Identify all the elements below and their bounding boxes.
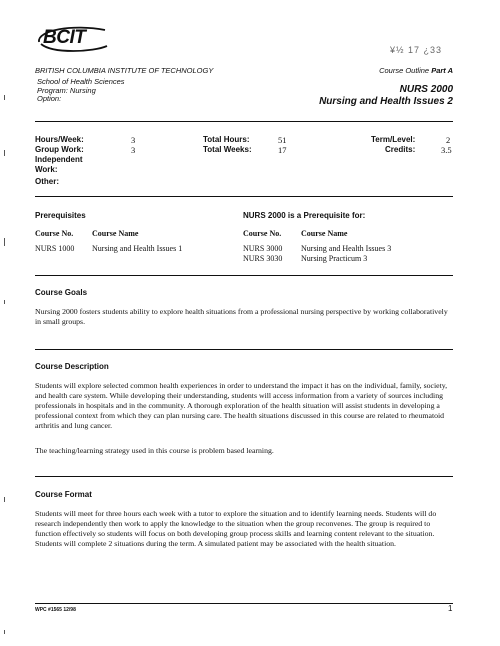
total-weeks-label: Total Weeks: [203,145,252,154]
course-title: Nursing and Health Issues 2 [319,96,453,107]
term-level-value: 2 [446,135,451,145]
institution-name: BRITISH COLUMBIA INSTITUTE OF TECHNOLOGY [35,66,214,75]
course-description-text: Students will explore selected common health experiences in order to understand the impact it has on the individual, family, society, and health care system. While developing their understanding, students will access information from a variety of sources including professionals in hospitals and in the community. A thorough exploration of the health situation will assist students in developing a professional context from which they can plan nursing care. The health situations discussed in this course are related to rheumatoid arthritis and lung cancer. [35,381,448,430]
option-label: Option: [37,94,62,103]
course-goals-text: Nursing 2000 fosters students ability to explore health situations from a professional nursing perspective by working collaboratively in small groups. [35,307,448,326]
course-format-text: Students will meet for three hours each week with a tutor to explore the situation and to identify learning needs. Students will do research independently then work to apply the knowledge to the situation when the group reconvenes. The group is required to function effectively so students will focus on both developing group process skills and learning content relevant to the situation. Students will complete 2 situations during the term. A simulated patient may be associated with the health situation. [35,509,437,548]
scan-mark [4,300,5,304]
other-label: Other: [35,177,59,186]
course-format-heading: Course Format [35,490,92,499]
page-number: 1 [448,604,453,613]
credits-value: 3.5 [441,145,452,155]
total-weeks-value: 17 [278,145,287,155]
prereq-course-name: Nursing and Health Issues 1 [92,244,183,253]
course-description-heading: Course Description [35,362,109,371]
scan-mark [4,630,5,634]
teaching-strategy-text: The teaching/learning strategy used in this course is problem based learning. [35,446,274,455]
col-course-name: Course Name [301,229,348,238]
course-code: NURS 2000 [399,84,453,95]
independent-work-label: Work: [35,165,58,174]
course-outline-label [379,66,453,75]
divider [35,275,453,276]
postreq-course-name: Nursing and Health Issues 3 [301,244,392,253]
school-info [37,78,125,104]
course-goals-heading: Course Goals [35,288,88,297]
term-level-label: Term/Level: [371,135,416,144]
footer-doc-id: WPC #1565 12/98 [35,607,76,613]
divider [35,196,453,197]
program-name: Program: Nursing [37,85,96,95]
outline-label: Course Outline [379,66,430,75]
hours-week-label: Hours/Week: [35,135,84,144]
date-stamp: ¥½ 17 ¿33 [390,45,443,55]
col-course-no: Course No. [35,229,74,238]
total-hours-value: 51 [278,135,287,145]
scan-mark [4,95,5,100]
scan-mark [4,238,5,246]
credits-label: Credits: [385,145,416,154]
group-work-value: 3 [131,145,136,155]
postreq-course-name: Nursing Practicum 3 [301,254,368,263]
scan-mark [4,150,5,156]
school-name: School of Health Sciences [37,77,125,86]
col-course-no: Course No. [243,229,282,238]
group-work-label: Group Work: [35,145,84,154]
independent-label: Independent [35,155,83,164]
bcit-logo [33,22,113,58]
total-hours-label: Total Hours: [203,135,250,144]
postreq-course-no: NURS 3030 [243,254,283,263]
prereq-course-no: NURS 1000 [35,244,75,253]
prerequisite-for-heading: NURS 2000 is a Prerequisite for: [243,211,366,220]
divider [35,476,453,477]
prerequisites-heading: Prerequisites [35,211,86,220]
divider [35,121,453,122]
logo-text: BCIT [43,27,86,48]
divider [35,349,453,350]
outline-part: Part A [431,66,453,75]
divider [35,603,453,604]
col-course-name: Course Name [92,229,139,238]
scan-mark [4,497,5,502]
hours-week-value: 3 [131,135,136,145]
postreq-course-no: NURS 3000 [243,244,283,253]
